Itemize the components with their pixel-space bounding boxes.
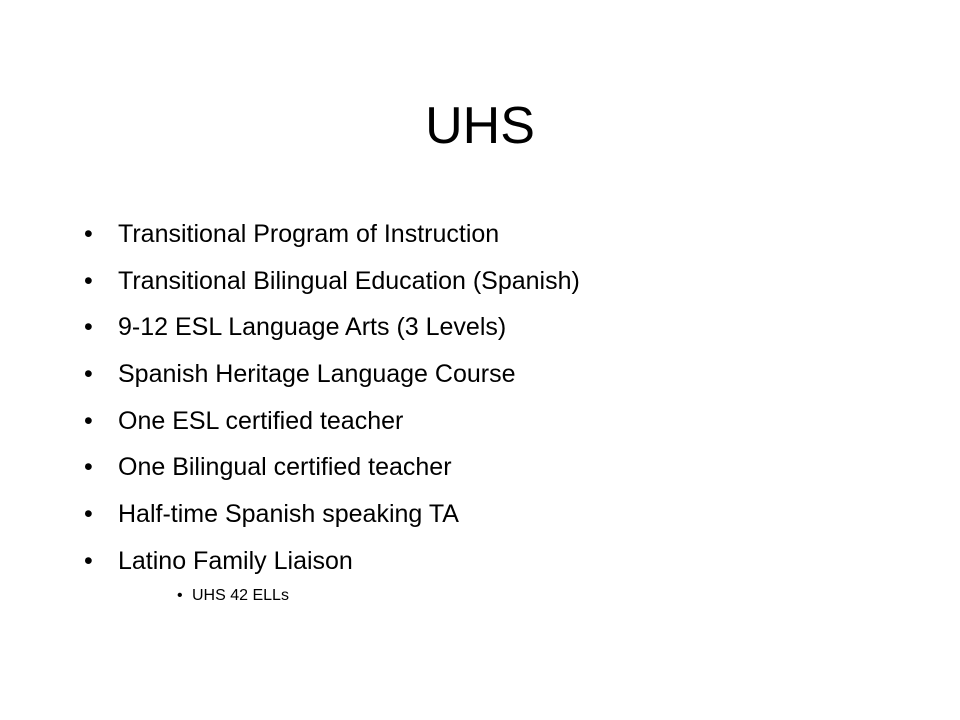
bullet-item (0, 447, 960, 494)
bullet-marker: • (84, 546, 93, 575)
bullet-marker: • (84, 220, 93, 248)
sub-bullet-marker: • (177, 587, 183, 604)
bullet-item (0, 354, 960, 401)
bullet-item (0, 494, 960, 541)
bullet-text: Transitional Program of Instruction (118, 220, 500, 248)
bullet-text: Latino Family Liaison (118, 546, 353, 575)
bullet-text: Transitional Bilingual Education (Spanish) (118, 266, 580, 295)
bullet-text: One ESL certified teacher (118, 406, 404, 435)
sub-bullet-item (0, 584, 960, 614)
bullet-item (0, 401, 960, 448)
bullet-marker: • (84, 360, 93, 389)
bullet-text: 9-12 ESL Language Arts (3 Levels) (118, 313, 507, 342)
slide-title: UHS (425, 97, 535, 155)
bullet-text: Spanish Heritage Language Course (118, 360, 516, 389)
bullet-text: Half-time Spanish speaking TA (118, 500, 459, 529)
bullet-marker: • (84, 406, 93, 435)
bullet-item (0, 541, 960, 588)
bullet-marker: • (84, 500, 93, 529)
bullet-item (0, 214, 960, 261)
bullet-marker: • (84, 266, 93, 295)
bullet-item (0, 261, 960, 308)
bullet-item (0, 307, 960, 354)
sub-bullet-text: UHS 42 ELLs (192, 587, 289, 604)
bullet-marker: • (84, 313, 93, 342)
bullet-list (0, 214, 960, 588)
bullet-text: One Bilingual certified teacher (118, 453, 452, 482)
bullet-marker: • (84, 453, 93, 482)
